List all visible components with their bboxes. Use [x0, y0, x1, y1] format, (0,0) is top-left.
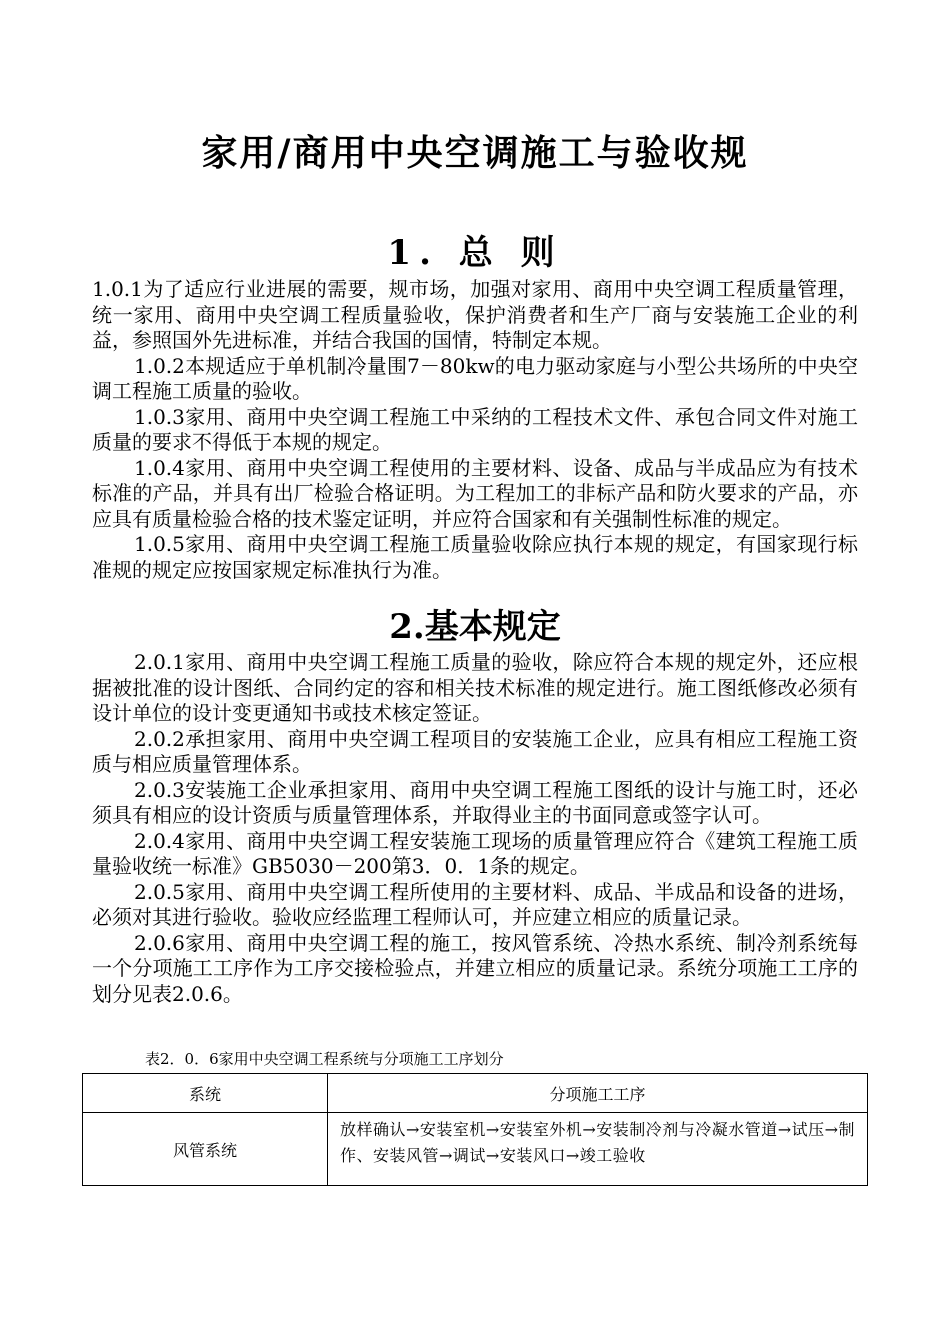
table-row — [83, 1113, 868, 1186]
section-1-heading: 1. 总 则 — [387, 233, 563, 273]
section-2-body — [92, 650, 858, 1007]
table-caption: 表2．0．6家用中央空调工程系统与分项施工工序划分 — [145, 1050, 504, 1068]
table-header-system: 系统 — [83, 1074, 328, 1113]
table-cell-system: 风管系统 — [83, 1113, 328, 1186]
section-2-heading: 2.基本规定 — [389, 607, 561, 647]
clause-2-0-2: 2.0.2承担家用、商用中央空调工程项目的安装施工企业，应具有相应工程施工资质与相应质量管理体系。 — [92, 726, 858, 776]
table-cell-steps: 放样确认→安装室机→安装室外机→安装制冷剂与冷凝水管道→试压→制作、安装风管→调试→安装风口→竣工验收 — [328, 1113, 868, 1186]
clause-1-0-5: 1.0.5家用、商用中央空调工程施工质量验收除应执行本规的规定，有国家现行标准规的规定应按国家规定标准执行为准。 — [92, 532, 858, 582]
clause-1-0-2: 1.0.2本规适应于单机制冷量围7－80kw的电力驱动家庭与小型公共场所的中央空调工程施工质量的验收。 — [92, 353, 858, 403]
clause-1-0-3: 1.0.3家用、商用中央空调工程施工中采纳的工程技术文件、承包合同文件对施工质量的要求不得低于本规的规定。 — [92, 404, 858, 454]
table-header-row — [83, 1074, 868, 1113]
document-title: 家用/商用中央空调施工与验收规 — [201, 132, 749, 174]
clause-1-0-1: 1.0.1为了适应行业进展的需要，规市场，加强对家用、商用中央空调工程质量管理，统一家用、商用中央空调工程质量验收，保护消费者和生产厂商与安装施工企业的利益，参照国外先进标准，并结合我国的国情，特制定本规。 — [92, 277, 858, 352]
section-1-body — [92, 277, 858, 583]
clause-2-0-5: 2.0.5家用、商用中央空调工程所使用的主要材料、成品、半成品和设备的进场，必须对其进行验收。验收应经监理工程师认可，并应建立相应的质量记录。 — [92, 879, 858, 929]
clause-1-0-4: 1.0.4家用、商用中央空调工程使用的主要材料、设备、成品与半成品应为有技术标准的产品，并具有出厂检验合格证明。为工程加工的非标产品和防火要求的产品，亦应具有质量检验合格的技术鉴定证明，并应符合国家和有关强制性标准的规定。 — [92, 455, 858, 531]
clause-2-0-4: 2.0.4家用、商用中央空调工程安装施工现场的质量管理应符合《建筑工程施工质量验收统一标准》GB5030－200第3．0．1条的规定。 — [92, 828, 858, 878]
process-table — [82, 1073, 868, 1186]
table-header-steps: 分项施工工序 — [328, 1074, 868, 1113]
clause-2-0-3: 2.0.3安装施工企业承担家用、商用中央空调工程施工图纸的设计与施工时，还必须具有相应的设计资质与质量管理体系，并取得业主的书面同意或签字认可。 — [92, 777, 858, 827]
clause-2-0-1: 2.0.1家用、商用中央空调工程施工质量的验收，除应符合本规的规定外，还应根据被批准的设计图纸、合同约定的容和相关技术标准的规定进行。施工图纸修改必须有设计单位的设计变更通知书或技术核定签证。 — [92, 650, 858, 725]
clause-2-0-6: 2.0.6家用、商用中央空调工程的施工，按风管系统、冷热水系统、制冷剂系统每一个分项施工工序作为工序交接检验点，并建立相应的质量记录。系统分项施工工序的划分见表2.0.6。 — [92, 930, 858, 1006]
